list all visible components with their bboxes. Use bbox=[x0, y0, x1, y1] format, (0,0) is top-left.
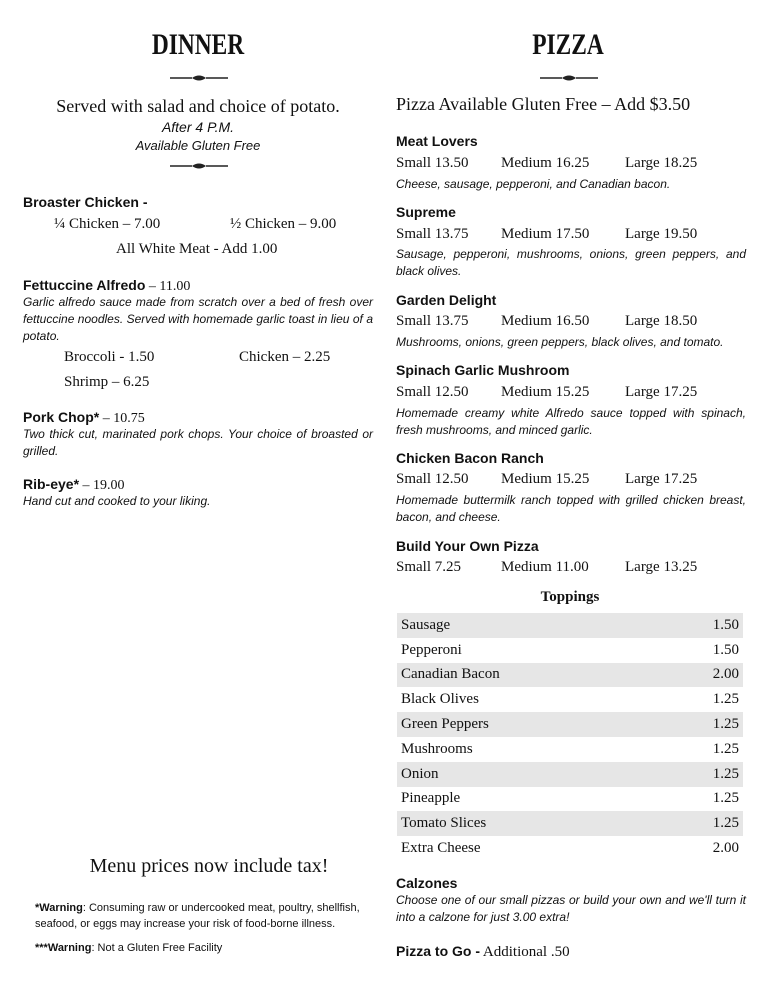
topping-name: Canadian Bacon bbox=[401, 666, 500, 683]
dinner-title-flourish bbox=[170, 74, 228, 82]
pizza-desc: Homemade creamy white Alfredo sauce topped with spinach, fresh mushrooms, and minced garlic. bbox=[396, 406, 746, 437]
size-large: Large 18.50 bbox=[625, 313, 698, 329]
toppings-table bbox=[397, 613, 743, 861]
tax-note: Menu prices now include tax! bbox=[89, 855, 329, 877]
size-medium: Medium 11.00 bbox=[501, 559, 589, 575]
warning-raw-food bbox=[35, 900, 380, 932]
toppings-title: Toppings bbox=[540, 589, 600, 605]
fettuccine-price: – 11.00 bbox=[145, 279, 191, 294]
table-row bbox=[397, 737, 743, 762]
addon-chicken: Chicken – 2.25 bbox=[239, 349, 331, 365]
table-row bbox=[397, 836, 743, 861]
topping-name: Sausage bbox=[401, 616, 451, 633]
pizza-desc: Sausage, pepperoni, mushrooms, onions, green peppers, and black olives. bbox=[396, 247, 746, 278]
pizza-gluten-free-note: Pizza Available Gluten Free – Add $3.50 bbox=[396, 94, 691, 114]
topping-price: 1.50 bbox=[712, 641, 739, 658]
pizza-name: Build Your Own Pizza bbox=[396, 538, 539, 554]
topping-name: Extra Cheese bbox=[401, 840, 481, 857]
ribeye-heading bbox=[23, 476, 125, 494]
fettuccine-desc: Garlic alfredo sauce made from scratch over a bed of fresh over fettuccine noodles. Served with homemade garlic toast in lieu of a potato. bbox=[23, 295, 373, 343]
topping-price: 2.00 bbox=[712, 840, 739, 857]
porkchop-heading bbox=[23, 409, 145, 427]
broaster-half-price: ½ Chicken – 9.00 bbox=[230, 216, 337, 232]
size-small: Small 13.50 bbox=[396, 155, 469, 171]
pizza-title: PIZZA bbox=[532, 28, 604, 61]
size-small: Small 12.50 bbox=[396, 384, 469, 400]
pizza-to-go bbox=[396, 943, 570, 961]
size-small: Small 13.75 bbox=[396, 313, 469, 329]
warning-gluten bbox=[35, 942, 222, 954]
ribeye-name: Rib-eye* bbox=[23, 476, 80, 492]
topping-price: 1.25 bbox=[712, 815, 739, 832]
table-row bbox=[397, 613, 743, 638]
dinner-time-note: After 4 P.M. bbox=[161, 119, 235, 135]
topping-name: Green Peppers bbox=[401, 716, 489, 733]
size-medium: Medium 16.50 bbox=[501, 313, 590, 329]
size-large: Large 18.25 bbox=[625, 155, 698, 171]
topping-price: 2.00 bbox=[712, 666, 739, 683]
table-row bbox=[397, 811, 743, 836]
topping-price: 1.25 bbox=[712, 691, 739, 708]
size-small: Small 7.25 bbox=[396, 559, 462, 575]
ribeye-desc: Hand cut and cooked to your liking. bbox=[23, 494, 211, 508]
pizza-name: Supreme bbox=[396, 204, 456, 220]
broaster-white-meat: All White Meat - Add 1.00 bbox=[116, 241, 278, 257]
pizza-name: Chicken Bacon Ranch bbox=[396, 450, 544, 466]
pizza-desc: Homemade buttermilk ranch topped with grilled chicken breast, bacon, and cheese. bbox=[396, 493, 746, 524]
pizza-desc: Mushrooms, onions, green peppers, black olives, and tomato. bbox=[396, 335, 724, 349]
dinner-intro: Served with salad and choice of potato. bbox=[56, 96, 340, 116]
size-small: Small 13.75 bbox=[396, 226, 469, 242]
dinner-gluten-note: Available Gluten Free bbox=[135, 138, 261, 153]
size-small: Small 12.50 bbox=[396, 471, 469, 487]
warning-raw-text: : Consuming raw or undercooked meat, poultry, shellfish, seafood, or eggs may increase your risk of food-borne illness. bbox=[35, 902, 360, 930]
size-large: Large 13.25 bbox=[625, 559, 698, 575]
broaster-chicken-name: Broaster Chicken - bbox=[23, 194, 148, 210]
size-large: Large 17.25 bbox=[625, 471, 698, 487]
addon-broccoli: Broccoli - 1.50 bbox=[64, 349, 155, 365]
table-row bbox=[397, 762, 743, 787]
table-row bbox=[397, 787, 743, 812]
topping-name: Tomato Slices bbox=[401, 815, 487, 832]
size-medium: Medium 16.25 bbox=[501, 155, 590, 171]
pizza-desc: Cheese, sausage, pepperoni, and Canadian bacon. bbox=[396, 177, 671, 191]
size-large: Large 17.25 bbox=[625, 384, 698, 400]
topping-name: Pepperoni bbox=[401, 641, 462, 658]
addon-shrimp: Shrimp – 6.25 bbox=[64, 374, 150, 390]
pizza-title-flourish bbox=[540, 74, 598, 82]
ribeye-price: – 19.00 bbox=[79, 478, 125, 493]
dinner-intro-flourish bbox=[170, 162, 228, 170]
topping-price: 1.25 bbox=[712, 790, 739, 807]
table-row bbox=[397, 687, 743, 712]
porkchop-desc: Two thick cut, marinated pork chops. Your choice of broasted or grilled. bbox=[23, 427, 373, 458]
size-medium: Medium 15.25 bbox=[501, 384, 590, 400]
topping-price: 1.25 bbox=[712, 716, 739, 733]
warning-gluten-label: ***Warning bbox=[35, 942, 92, 954]
pizza-name: Meat Lovers bbox=[396, 133, 478, 149]
table-row bbox=[397, 663, 743, 688]
fettuccine-heading bbox=[23, 277, 190, 295]
pizza-name: Spinach Garlic Mushroom bbox=[396, 362, 570, 378]
topping-name: Black Olives bbox=[401, 691, 479, 708]
warning-raw-label: *Warning bbox=[35, 902, 83, 914]
fettuccine-name: Fettuccine Alfredo bbox=[23, 277, 146, 293]
topping-name: Mushrooms bbox=[401, 740, 473, 757]
pizza-to-go-price: Additional .50 bbox=[480, 944, 570, 960]
dinner-title: DINNER bbox=[151, 28, 245, 61]
size-medium: Medium 15.25 bbox=[501, 471, 590, 487]
pizza-to-go-label: Pizza to Go - bbox=[396, 943, 480, 959]
warning-gluten-text: : Not a Gluten Free Facility bbox=[91, 942, 223, 954]
porkchop-price: – 10.75 bbox=[99, 411, 145, 426]
topping-name: Pineapple bbox=[401, 790, 461, 807]
pizza-name: Garden Delight bbox=[396, 292, 497, 308]
table-row bbox=[397, 638, 743, 663]
broaster-quarter-price: ¼ Chicken – 7.00 bbox=[54, 216, 161, 232]
topping-price: 1.25 bbox=[712, 765, 739, 782]
calzones-desc: Choose one of our small pizzas or build your own and we'll turn it into a calzone for just 3.00 extra! bbox=[396, 893, 746, 924]
topping-name: Onion bbox=[401, 765, 439, 782]
topping-price: 1.50 bbox=[712, 616, 739, 633]
porkchop-name: Pork Chop* bbox=[23, 409, 100, 425]
topping-price: 1.25 bbox=[712, 740, 739, 757]
table-row bbox=[397, 712, 743, 737]
size-large: Large 19.50 bbox=[625, 226, 698, 242]
size-medium: Medium 17.50 bbox=[501, 226, 590, 242]
calzones-title: Calzones bbox=[396, 875, 458, 891]
